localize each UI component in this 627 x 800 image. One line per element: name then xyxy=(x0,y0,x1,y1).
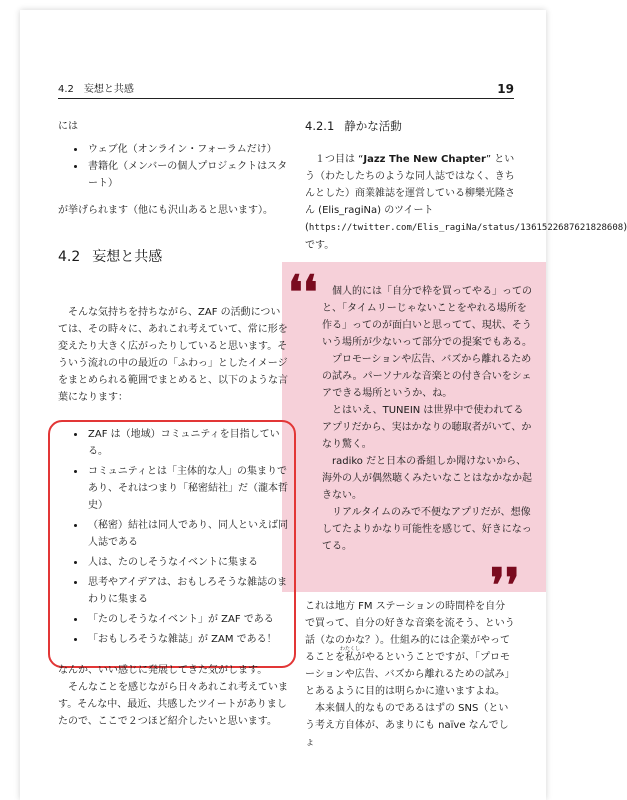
text-run: ) です。 xyxy=(305,222,627,251)
ruby-annotation: わたくし xyxy=(339,646,361,652)
open-quote-icon: ❛❛ xyxy=(288,265,318,319)
quote-paragraph: プロモーションや広告、バズから離れるための試み。パーソナルな音楽との付き合いをシェアできる場所というか、ね。 xyxy=(322,354,532,399)
document-page xyxy=(20,10,627,800)
list-item: • 書籍化（メンバーの個人プロジェクトはスタート） xyxy=(86,158,290,192)
text-run: １つ目は “ xyxy=(315,154,364,165)
section-title: 妄想と共感 xyxy=(92,249,163,265)
right-column xyxy=(305,118,627,254)
left-column xyxy=(58,118,290,730)
paragraph xyxy=(305,598,515,700)
paragraph: が挙げられます（他にも沢山あると思います）。 xyxy=(58,205,273,216)
quote-paragraph: 個人的には「自分で枠を買ってやる」ってのと、「タイムリーじゃないことをやれる場所を作る」ってのが面白いと思ってて、現状、そういう場所が少ないって部分での提案でもある。 xyxy=(322,286,532,348)
section-heading xyxy=(58,249,290,266)
text-run: がやるということですが、「プロモーションや広告、バズから離れるための試み」とあるように目的は明らかに違いますよね。 xyxy=(305,652,515,697)
list-item: • 人は、たのしそうなイベントに集まる xyxy=(86,554,290,571)
list-item: • 思考やアイデアは、おもしろそうな雑誌のまわりに集まる xyxy=(86,574,290,608)
right-column-continued xyxy=(305,598,515,751)
bullet-list-plans xyxy=(58,141,290,192)
running-header xyxy=(58,80,514,99)
list-item: • ウェブ化（オンライン・フォーラムだけ） xyxy=(86,141,290,158)
blockquote xyxy=(322,283,532,555)
paragraph: そんなことを感じながら日々あれこれ考えています。そんな中、最近、共感したツイートがありましたので、ここで２つほど紹介したいと思います。 xyxy=(58,682,288,727)
paragraph-intro xyxy=(305,151,627,254)
close-quote-icon: ❜❜ xyxy=(490,558,520,612)
bullet-list-ideas xyxy=(58,426,290,648)
list-item: • 「たのしそうなイベント」が ZAF である xyxy=(86,611,290,628)
paragraph: そんな気持ちを持ちながら、ZAF の活動については、その時々に、あれこれ考えていて、常に形を変えたり大きく広がったりしていると思います。そういう流れの中の最近の「ふわっ」としたイメージをまとめられる範囲でまとめると、以下のような言葉になります： xyxy=(58,307,288,403)
tweet-url: https://twitter.com/Elis_ragiNa/status/1361522687621828608 xyxy=(308,223,624,233)
list-item: • コミュニティとは「主体的な人」の集まりであり、それはつまり「秘密結社」だ（瀧本哲史） xyxy=(86,463,290,514)
paragraph: なんか、いい感じに発展してきた気がします。 xyxy=(58,665,268,676)
subsection-heading xyxy=(305,118,515,135)
list-item: • 「おもしろそうな雑誌」が ZAM である！ xyxy=(86,631,290,648)
magazine-title: Jazz The New Chapter xyxy=(363,154,486,165)
page-number: 19 xyxy=(497,82,514,96)
header-section: 4.2 妄想と共感 xyxy=(58,84,134,95)
text-run: これは地方 FM ステーションの時間枠を自分で買って、自分の好きな音楽を流そう、という話（なのかな？）。仕組み的には企業がやってることを xyxy=(305,601,515,663)
section-number: 4.2 xyxy=(58,249,81,265)
quote-paragraph: リアルタイムのみで不便なアプリだが、想像してたよりかなり可能性を感じて、好きになってる。 xyxy=(322,507,532,552)
intro-text: には xyxy=(58,121,78,132)
paragraph: 本来個人的なものであるはずの SNS（という考え方自体が、あまりにも naïve なんでしょ xyxy=(305,703,509,748)
ruby-word xyxy=(339,646,361,666)
quote-paragraph: とはいえ、TUNEIN は世界中で使われてるアプリだから、実はかなりの聴取者がいて、かなり驚く。 xyxy=(322,405,532,450)
text-run: ” という（わたしたちのような同人誌ではなく、きちんとした）商業雑誌を運営している柳樂光隆さん (Elis_ragiNa) のツイート ( xyxy=(305,154,515,233)
list-item: • （秘密）結社は同人であり、同人といえば同人誌である xyxy=(86,517,290,551)
subsection-number: 4.2.1 xyxy=(305,119,335,133)
list-item: • ZAF は（地域）コミュニティを目指している。 xyxy=(86,426,290,460)
ruby-base-text: 私 xyxy=(345,652,355,663)
quote-paragraph: radiko だと日本の番組しか聞けないから、海外の人が偶然聴くみたいなことはなかなか起きない。 xyxy=(322,456,532,501)
subsection-title: 静かな活動 xyxy=(344,119,402,133)
